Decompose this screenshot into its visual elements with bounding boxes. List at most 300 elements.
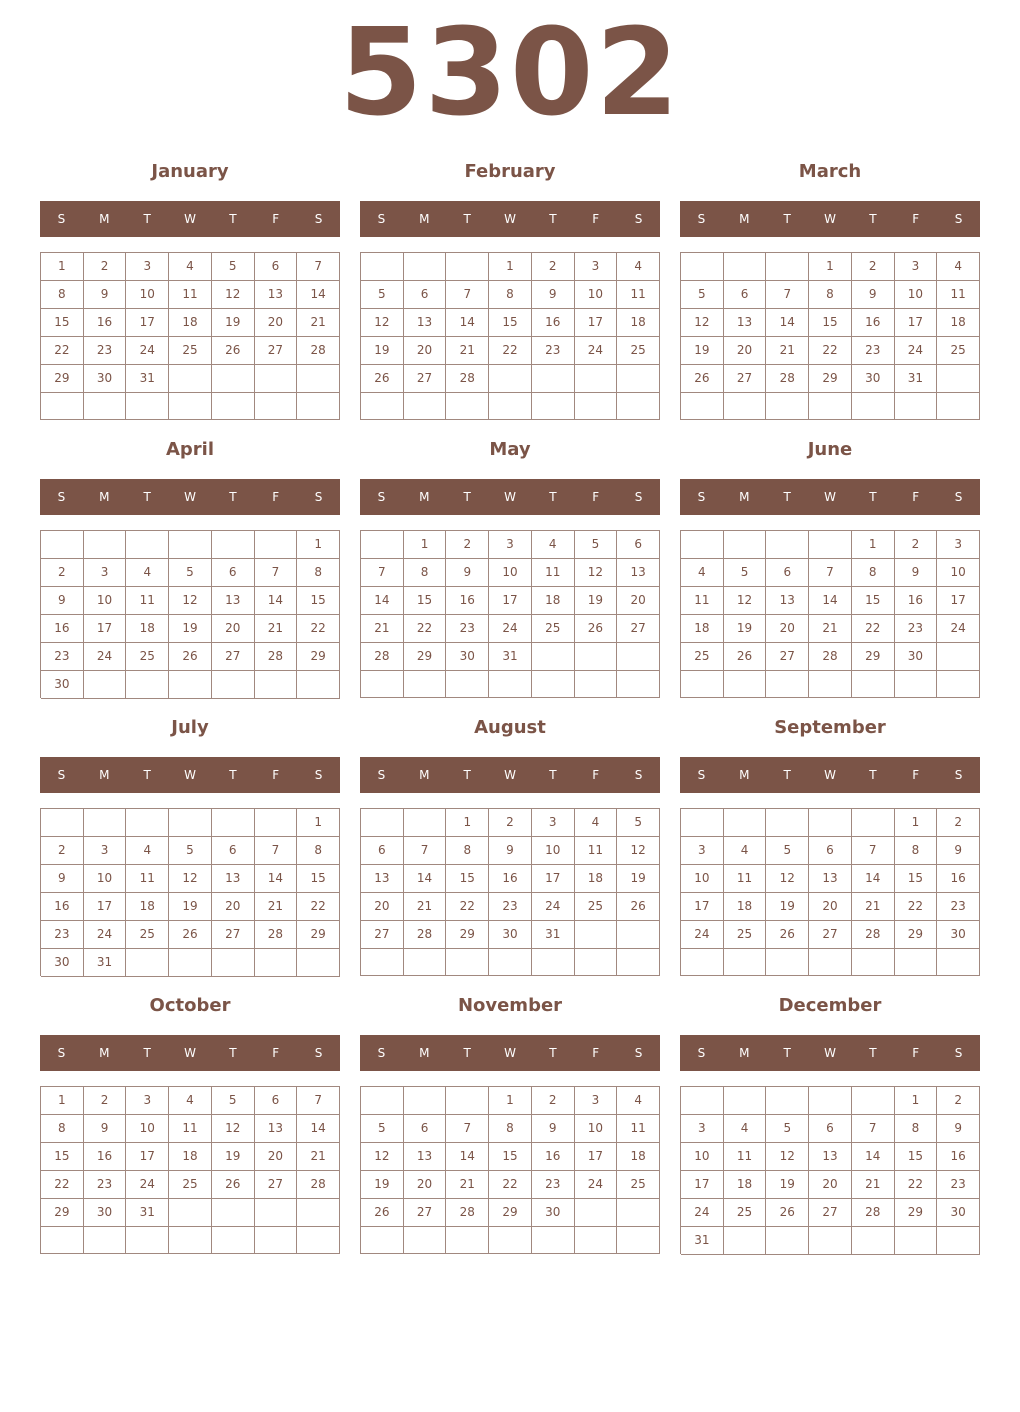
day-cell[interactable]: 20 <box>255 309 298 337</box>
day-cell[interactable]: 9 <box>446 559 489 587</box>
day-cell[interactable]: 16 <box>937 865 980 893</box>
day-cell[interactable]: 3 <box>532 809 575 837</box>
day-cell[interactable]: 2 <box>532 253 575 281</box>
day-cell[interactable]: 20 <box>809 1171 852 1199</box>
day-cell[interactable]: 26 <box>681 365 724 393</box>
day-cell[interactable]: 11 <box>532 559 575 587</box>
day-cell[interactable]: 28 <box>404 921 447 949</box>
day-cell[interactable]: 20 <box>361 893 404 921</box>
day-cell[interactable]: 25 <box>617 337 660 365</box>
day-cell[interactable]: 12 <box>361 309 404 337</box>
day-cell[interactable]: 2 <box>937 809 980 837</box>
day-cell[interactable]: 29 <box>852 643 895 671</box>
day-cell[interactable]: 30 <box>41 949 84 977</box>
day-cell[interactable]: 23 <box>41 643 84 671</box>
day-cell[interactable]: 5 <box>724 559 767 587</box>
day-cell[interactable]: 5 <box>766 837 809 865</box>
day-cell[interactable]: 25 <box>937 337 980 365</box>
day-cell[interactable]: 11 <box>617 1115 660 1143</box>
day-cell[interactable]: 23 <box>532 1171 575 1199</box>
day-cell[interactable]: 6 <box>617 531 660 559</box>
day-cell[interactable]: 23 <box>41 921 84 949</box>
day-cell[interactable]: 21 <box>766 337 809 365</box>
day-cell[interactable]: 11 <box>126 865 169 893</box>
day-cell[interactable]: 18 <box>126 615 169 643</box>
day-cell[interactable]: 30 <box>489 921 532 949</box>
day-cell[interactable]: 4 <box>532 531 575 559</box>
day-cell[interactable]: 5 <box>361 281 404 309</box>
day-cell[interactable]: 11 <box>169 281 212 309</box>
day-cell[interactable]: 3 <box>126 1087 169 1115</box>
day-cell[interactable]: 2 <box>489 809 532 837</box>
day-cell[interactable]: 14 <box>852 865 895 893</box>
day-cell[interactable]: 22 <box>809 337 852 365</box>
day-cell[interactable]: 17 <box>575 1143 618 1171</box>
day-cell[interactable]: 5 <box>617 809 660 837</box>
day-cell[interactable]: 8 <box>297 559 340 587</box>
day-cell[interactable]: 13 <box>617 559 660 587</box>
day-cell[interactable]: 4 <box>681 559 724 587</box>
day-cell[interactable]: 5 <box>169 559 212 587</box>
day-cell[interactable]: 14 <box>446 309 489 337</box>
day-cell[interactable]: 22 <box>41 337 84 365</box>
day-cell[interactable]: 7 <box>297 1087 340 1115</box>
day-cell[interactable]: 15 <box>404 587 447 615</box>
day-cell[interactable]: 16 <box>446 587 489 615</box>
day-cell[interactable]: 2 <box>84 1087 127 1115</box>
day-cell[interactable]: 8 <box>446 837 489 865</box>
day-cell[interactable]: 20 <box>724 337 767 365</box>
day-cell[interactable]: 1 <box>809 253 852 281</box>
day-cell[interactable]: 23 <box>532 337 575 365</box>
day-cell[interactable]: 17 <box>489 587 532 615</box>
day-cell[interactable]: 29 <box>446 921 489 949</box>
day-cell[interactable]: 18 <box>169 1143 212 1171</box>
day-cell[interactable]: 25 <box>169 1171 212 1199</box>
day-cell[interactable]: 27 <box>255 1171 298 1199</box>
day-cell[interactable]: 6 <box>361 837 404 865</box>
day-cell[interactable]: 18 <box>575 865 618 893</box>
day-cell[interactable]: 10 <box>895 281 938 309</box>
day-cell[interactable]: 6 <box>809 1115 852 1143</box>
day-cell[interactable]: 4 <box>126 559 169 587</box>
day-cell[interactable]: 19 <box>724 615 767 643</box>
day-cell[interactable]: 28 <box>446 1199 489 1227</box>
day-cell[interactable]: 9 <box>489 837 532 865</box>
day-cell[interactable]: 12 <box>361 1143 404 1171</box>
day-cell[interactable]: 2 <box>84 253 127 281</box>
day-cell[interactable]: 1 <box>852 531 895 559</box>
day-cell[interactable]: 5 <box>212 253 255 281</box>
day-cell[interactable]: 22 <box>852 615 895 643</box>
day-cell[interactable]: 9 <box>532 1115 575 1143</box>
day-cell[interactable]: 24 <box>575 1171 618 1199</box>
day-cell[interactable]: 15 <box>895 865 938 893</box>
day-cell[interactable]: 6 <box>255 253 298 281</box>
day-cell[interactable]: 8 <box>297 837 340 865</box>
day-cell[interactable]: 21 <box>297 1143 340 1171</box>
day-cell[interactable]: 14 <box>809 587 852 615</box>
day-cell[interactable]: 23 <box>489 893 532 921</box>
day-cell[interactable]: 24 <box>937 615 980 643</box>
day-cell[interactable]: 13 <box>212 587 255 615</box>
day-cell[interactable]: 30 <box>532 1199 575 1227</box>
day-cell[interactable]: 26 <box>724 643 767 671</box>
day-cell[interactable]: 12 <box>212 281 255 309</box>
day-cell[interactable]: 26 <box>361 1199 404 1227</box>
day-cell[interactable]: 8 <box>809 281 852 309</box>
day-cell[interactable]: 1 <box>41 253 84 281</box>
day-cell[interactable]: 27 <box>404 365 447 393</box>
day-cell[interactable]: 11 <box>575 837 618 865</box>
day-cell[interactable]: 30 <box>895 643 938 671</box>
day-cell[interactable]: 22 <box>404 615 447 643</box>
day-cell[interactable]: 28 <box>852 921 895 949</box>
day-cell[interactable]: 22 <box>895 893 938 921</box>
day-cell[interactable]: 21 <box>809 615 852 643</box>
day-cell[interactable]: 20 <box>255 1143 298 1171</box>
day-cell[interactable]: 15 <box>297 587 340 615</box>
day-cell[interactable]: 27 <box>809 1199 852 1227</box>
day-cell[interactable]: 18 <box>617 1143 660 1171</box>
day-cell[interactable]: 17 <box>575 309 618 337</box>
day-cell[interactable]: 16 <box>84 1143 127 1171</box>
day-cell[interactable]: 16 <box>84 309 127 337</box>
day-cell[interactable]: 7 <box>404 837 447 865</box>
day-cell[interactable]: 19 <box>212 1143 255 1171</box>
day-cell[interactable]: 15 <box>852 587 895 615</box>
day-cell[interactable]: 15 <box>297 865 340 893</box>
day-cell[interactable]: 12 <box>169 587 212 615</box>
day-cell[interactable]: 6 <box>766 559 809 587</box>
day-cell[interactable]: 3 <box>937 531 980 559</box>
day-cell[interactable]: 21 <box>446 1171 489 1199</box>
day-cell[interactable]: 11 <box>126 587 169 615</box>
day-cell[interactable]: 28 <box>446 365 489 393</box>
day-cell[interactable]: 19 <box>361 1171 404 1199</box>
day-cell[interactable]: 22 <box>41 1171 84 1199</box>
day-cell[interactable]: 25 <box>681 643 724 671</box>
day-cell[interactable]: 22 <box>297 893 340 921</box>
day-cell[interactable]: 25 <box>532 615 575 643</box>
day-cell[interactable]: 16 <box>41 893 84 921</box>
day-cell[interactable]: 28 <box>361 643 404 671</box>
day-cell[interactable]: 27 <box>766 643 809 671</box>
day-cell[interactable]: 31 <box>532 921 575 949</box>
day-cell[interactable]: 16 <box>41 615 84 643</box>
day-cell[interactable]: 11 <box>681 587 724 615</box>
day-cell[interactable]: 7 <box>361 559 404 587</box>
day-cell[interactable]: 23 <box>937 893 980 921</box>
day-cell[interactable]: 21 <box>404 893 447 921</box>
day-cell[interactable]: 6 <box>212 559 255 587</box>
day-cell[interactable]: 19 <box>169 615 212 643</box>
day-cell[interactable]: 20 <box>766 615 809 643</box>
day-cell[interactable]: 27 <box>724 365 767 393</box>
day-cell[interactable]: 4 <box>724 1115 767 1143</box>
day-cell[interactable]: 10 <box>84 865 127 893</box>
day-cell[interactable]: 11 <box>724 1143 767 1171</box>
day-cell[interactable]: 3 <box>681 1115 724 1143</box>
day-cell[interactable]: 10 <box>681 1143 724 1171</box>
day-cell[interactable]: 31 <box>126 1199 169 1227</box>
day-cell[interactable]: 13 <box>255 1115 298 1143</box>
day-cell[interactable]: 1 <box>895 809 938 837</box>
day-cell[interactable]: 3 <box>575 253 618 281</box>
day-cell[interactable]: 12 <box>766 1143 809 1171</box>
day-cell[interactable]: 21 <box>255 615 298 643</box>
day-cell[interactable]: 9 <box>895 559 938 587</box>
day-cell[interactable]: 13 <box>809 1143 852 1171</box>
day-cell[interactable]: 19 <box>575 587 618 615</box>
day-cell[interactable]: 14 <box>255 865 298 893</box>
day-cell[interactable]: 20 <box>809 893 852 921</box>
day-cell[interactable]: 14 <box>297 281 340 309</box>
day-cell[interactable]: 20 <box>617 587 660 615</box>
day-cell[interactable]: 17 <box>937 587 980 615</box>
day-cell[interactable]: 27 <box>212 643 255 671</box>
day-cell[interactable]: 12 <box>575 559 618 587</box>
day-cell[interactable]: 24 <box>489 615 532 643</box>
day-cell[interactable]: 16 <box>895 587 938 615</box>
day-cell[interactable]: 24 <box>84 643 127 671</box>
day-cell[interactable]: 15 <box>489 309 532 337</box>
day-cell[interactable]: 18 <box>126 893 169 921</box>
day-cell[interactable]: 29 <box>41 365 84 393</box>
day-cell[interactable]: 20 <box>404 1171 447 1199</box>
day-cell[interactable]: 19 <box>212 309 255 337</box>
day-cell[interactable]: 23 <box>852 337 895 365</box>
day-cell[interactable]: 17 <box>84 893 127 921</box>
day-cell[interactable]: 2 <box>532 1087 575 1115</box>
day-cell[interactable]: 17 <box>126 309 169 337</box>
day-cell[interactable]: 22 <box>297 615 340 643</box>
day-cell[interactable]: 19 <box>361 337 404 365</box>
day-cell[interactable]: 9 <box>41 865 84 893</box>
day-cell[interactable]: 11 <box>724 865 767 893</box>
day-cell[interactable]: 11 <box>617 281 660 309</box>
day-cell[interactable]: 4 <box>617 1087 660 1115</box>
day-cell[interactable]: 13 <box>809 865 852 893</box>
day-cell[interactable]: 23 <box>84 1171 127 1199</box>
day-cell[interactable]: 10 <box>489 559 532 587</box>
day-cell[interactable]: 15 <box>41 1143 84 1171</box>
day-cell[interactable]: 3 <box>895 253 938 281</box>
day-cell[interactable]: 28 <box>852 1199 895 1227</box>
day-cell[interactable]: 21 <box>361 615 404 643</box>
day-cell[interactable]: 15 <box>809 309 852 337</box>
day-cell[interactable]: 1 <box>895 1087 938 1115</box>
day-cell[interactable]: 9 <box>937 1115 980 1143</box>
day-cell[interactable]: 13 <box>404 309 447 337</box>
day-cell[interactable]: 26 <box>169 921 212 949</box>
day-cell[interactable]: 9 <box>852 281 895 309</box>
day-cell[interactable]: 24 <box>681 1199 724 1227</box>
day-cell[interactable]: 17 <box>126 1143 169 1171</box>
day-cell[interactable]: 17 <box>681 893 724 921</box>
day-cell[interactable]: 4 <box>169 1087 212 1115</box>
day-cell[interactable]: 5 <box>361 1115 404 1143</box>
day-cell[interactable]: 1 <box>41 1087 84 1115</box>
day-cell[interactable]: 29 <box>404 643 447 671</box>
day-cell[interactable]: 24 <box>681 921 724 949</box>
day-cell[interactable]: 26 <box>212 337 255 365</box>
day-cell[interactable]: 7 <box>446 281 489 309</box>
day-cell[interactable]: 22 <box>489 1171 532 1199</box>
day-cell[interactable]: 6 <box>809 837 852 865</box>
day-cell[interactable]: 22 <box>895 1171 938 1199</box>
day-cell[interactable]: 2 <box>41 559 84 587</box>
day-cell[interactable]: 10 <box>84 587 127 615</box>
day-cell[interactable]: 25 <box>724 1199 767 1227</box>
day-cell[interactable]: 5 <box>169 837 212 865</box>
day-cell[interactable]: 24 <box>575 337 618 365</box>
day-cell[interactable]: 10 <box>532 837 575 865</box>
day-cell[interactable]: 7 <box>852 1115 895 1143</box>
day-cell[interactable]: 11 <box>169 1115 212 1143</box>
day-cell[interactable]: 28 <box>255 643 298 671</box>
day-cell[interactable]: 21 <box>297 309 340 337</box>
day-cell[interactable]: 8 <box>41 281 84 309</box>
day-cell[interactable]: 10 <box>937 559 980 587</box>
day-cell[interactable]: 1 <box>404 531 447 559</box>
day-cell[interactable]: 25 <box>617 1171 660 1199</box>
day-cell[interactable]: 18 <box>617 309 660 337</box>
day-cell[interactable]: 21 <box>446 337 489 365</box>
day-cell[interactable]: 6 <box>404 281 447 309</box>
day-cell[interactable]: 17 <box>681 1171 724 1199</box>
day-cell[interactable]: 17 <box>895 309 938 337</box>
day-cell[interactable]: 30 <box>84 365 127 393</box>
day-cell[interactable]: 26 <box>766 921 809 949</box>
day-cell[interactable]: 10 <box>575 1115 618 1143</box>
day-cell[interactable]: 8 <box>404 559 447 587</box>
day-cell[interactable]: 13 <box>212 865 255 893</box>
day-cell[interactable]: 30 <box>937 1199 980 1227</box>
day-cell[interactable]: 29 <box>297 921 340 949</box>
day-cell[interactable]: 9 <box>41 587 84 615</box>
day-cell[interactable]: 19 <box>766 1171 809 1199</box>
day-cell[interactable]: 1 <box>297 531 340 559</box>
day-cell[interactable]: 30 <box>41 671 84 699</box>
day-cell[interactable]: 4 <box>724 837 767 865</box>
day-cell[interactable]: 3 <box>681 837 724 865</box>
day-cell[interactable]: 23 <box>895 615 938 643</box>
day-cell[interactable]: 26 <box>361 365 404 393</box>
day-cell[interactable]: 4 <box>617 253 660 281</box>
day-cell[interactable]: 12 <box>681 309 724 337</box>
day-cell[interactable]: 30 <box>84 1199 127 1227</box>
day-cell[interactable]: 29 <box>809 365 852 393</box>
day-cell[interactable]: 15 <box>895 1143 938 1171</box>
day-cell[interactable]: 31 <box>681 1227 724 1255</box>
day-cell[interactable]: 19 <box>169 893 212 921</box>
day-cell[interactable]: 14 <box>255 587 298 615</box>
day-cell[interactable]: 16 <box>852 309 895 337</box>
day-cell[interactable]: 14 <box>404 865 447 893</box>
day-cell[interactable]: 7 <box>255 559 298 587</box>
day-cell[interactable]: 3 <box>126 253 169 281</box>
day-cell[interactable]: 23 <box>446 615 489 643</box>
day-cell[interactable]: 5 <box>681 281 724 309</box>
day-cell[interactable]: 3 <box>575 1087 618 1115</box>
day-cell[interactable]: 4 <box>126 837 169 865</box>
day-cell[interactable]: 25 <box>169 337 212 365</box>
day-cell[interactable]: 20 <box>404 337 447 365</box>
day-cell[interactable]: 6 <box>724 281 767 309</box>
day-cell[interactable]: 24 <box>126 1171 169 1199</box>
day-cell[interactable]: 10 <box>681 865 724 893</box>
day-cell[interactable]: 12 <box>766 865 809 893</box>
day-cell[interactable]: 27 <box>404 1199 447 1227</box>
day-cell[interactable]: 22 <box>446 893 489 921</box>
day-cell[interactable]: 18 <box>681 615 724 643</box>
day-cell[interactable]: 25 <box>126 643 169 671</box>
day-cell[interactable]: 9 <box>937 837 980 865</box>
day-cell[interactable]: 7 <box>297 253 340 281</box>
day-cell[interactable]: 25 <box>575 893 618 921</box>
day-cell[interactable]: 17 <box>532 865 575 893</box>
day-cell[interactable]: 3 <box>84 559 127 587</box>
day-cell[interactable]: 9 <box>84 1115 127 1143</box>
day-cell[interactable]: 11 <box>937 281 980 309</box>
day-cell[interactable]: 5 <box>766 1115 809 1143</box>
day-cell[interactable]: 28 <box>809 643 852 671</box>
day-cell[interactable]: 29 <box>297 643 340 671</box>
day-cell[interactable]: 12 <box>724 587 767 615</box>
day-cell[interactable]: 9 <box>532 281 575 309</box>
day-cell[interactable]: 10 <box>126 1115 169 1143</box>
day-cell[interactable]: 18 <box>724 893 767 921</box>
day-cell[interactable]: 19 <box>766 893 809 921</box>
day-cell[interactable]: 14 <box>766 309 809 337</box>
day-cell[interactable]: 26 <box>169 643 212 671</box>
day-cell[interactable]: 29 <box>41 1199 84 1227</box>
day-cell[interactable]: 25 <box>126 921 169 949</box>
day-cell[interactable]: 16 <box>532 1143 575 1171</box>
day-cell[interactable]: 2 <box>446 531 489 559</box>
day-cell[interactable]: 29 <box>895 1199 938 1227</box>
day-cell[interactable]: 10 <box>575 281 618 309</box>
day-cell[interactable]: 4 <box>937 253 980 281</box>
day-cell[interactable]: 28 <box>297 337 340 365</box>
day-cell[interactable]: 6 <box>212 837 255 865</box>
day-cell[interactable]: 6 <box>255 1087 298 1115</box>
day-cell[interactable]: 16 <box>532 309 575 337</box>
day-cell[interactable]: 15 <box>489 1143 532 1171</box>
day-cell[interactable]: 28 <box>766 365 809 393</box>
day-cell[interactable]: 27 <box>617 615 660 643</box>
day-cell[interactable]: 3 <box>84 837 127 865</box>
day-cell[interactable]: 27 <box>361 921 404 949</box>
day-cell[interactable]: 15 <box>446 865 489 893</box>
day-cell[interactable]: 24 <box>126 337 169 365</box>
day-cell[interactable]: 27 <box>212 921 255 949</box>
day-cell[interactable]: 6 <box>404 1115 447 1143</box>
day-cell[interactable]: 9 <box>84 281 127 309</box>
day-cell[interactable]: 23 <box>84 337 127 365</box>
day-cell[interactable]: 26 <box>766 1199 809 1227</box>
day-cell[interactable]: 1 <box>297 809 340 837</box>
day-cell[interactable]: 28 <box>255 921 298 949</box>
day-cell[interactable]: 18 <box>937 309 980 337</box>
day-cell[interactable]: 7 <box>255 837 298 865</box>
day-cell[interactable]: 31 <box>126 365 169 393</box>
day-cell[interactable]: 2 <box>852 253 895 281</box>
day-cell[interactable]: 30 <box>446 643 489 671</box>
day-cell[interactable]: 7 <box>852 837 895 865</box>
day-cell[interactable]: 13 <box>361 865 404 893</box>
